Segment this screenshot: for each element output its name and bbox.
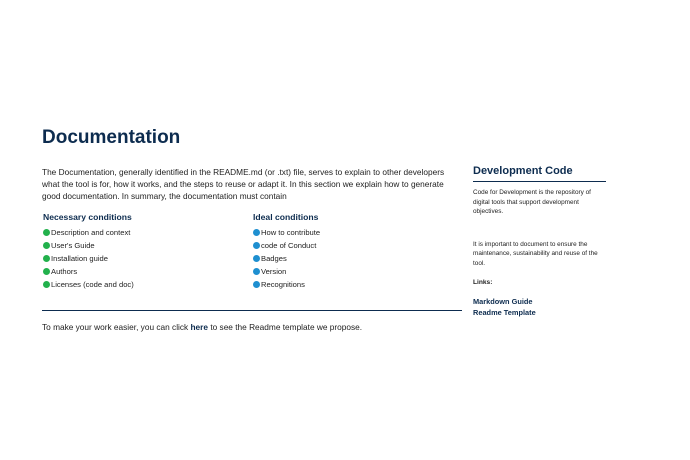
- sidebar: [473, 164, 606, 318]
- sidebar-divider: [473, 181, 606, 182]
- template-note: To make your work easier, you can click here to see the Readme template we propose.: [42, 322, 363, 332]
- necessary-conditions: [43, 211, 134, 291]
- blue-bullet-icon: [253, 268, 260, 275]
- necessary-conditions-title: Necessary conditions: [43, 212, 132, 223]
- green-bullet-icon: [43, 229, 50, 236]
- ideal-conditions-title: Ideal conditions: [253, 212, 319, 223]
- markdown-guide-link[interactable]: Markdown Guide: [473, 296, 533, 306]
- readme-template-link[interactable]: here: [190, 322, 209, 332]
- necessary-conditions-list: [43, 226, 134, 291]
- green-bullet-icon: [43, 281, 50, 288]
- list-item: Authors: [43, 265, 134, 278]
- list-item: Recognitions: [253, 278, 320, 291]
- list-item: How to contribute: [253, 226, 320, 239]
- ideal-conditions-list: [253, 226, 320, 291]
- blue-bullet-icon: [253, 255, 260, 262]
- readme-template-sidebar-link[interactable]: Readme Template: [473, 307, 536, 317]
- green-bullet-icon: [43, 268, 50, 275]
- sidebar-links: [473, 296, 606, 318]
- intro-paragraph: The Documentation, generally identified in the README.md (or .txt) file, serves to explain to other developers what the tool is for, how it works, and the steps to reuse or adapt it. In this section we explain how to generate good documentation. In summary, the documentation must contain: [42, 167, 445, 201]
- green-bullet-icon: [43, 255, 50, 262]
- sidebar-importance-note: It is important to document to ensure the maintenance, sustainability and reuse of the tool.: [473, 240, 598, 267]
- blue-bullet-icon: [253, 281, 260, 288]
- links-label: Links:: [473, 278, 493, 286]
- ideal-conditions: [253, 211, 320, 291]
- page-title: Documentation: [42, 127, 181, 148]
- conditions-section: [42, 211, 462, 297]
- list-item: Licenses (code and doc): [43, 278, 134, 291]
- list-item: Version: [253, 265, 320, 278]
- list-item: code of Conduct: [253, 239, 320, 252]
- green-bullet-icon: [43, 242, 50, 249]
- sidebar-title: Development Code: [473, 165, 573, 177]
- blue-bullet-icon: [253, 242, 260, 249]
- list-item: Description and context: [43, 226, 134, 239]
- main-content: [42, 126, 462, 297]
- list-item: User's Guide: [43, 239, 134, 252]
- sidebar-description: Code for Development is the repository of digital tools that support development objectives.: [473, 189, 591, 216]
- blue-bullet-icon: [253, 229, 260, 236]
- list-item: Installation guide: [43, 252, 134, 265]
- list-item: Badges: [253, 252, 320, 265]
- section-divider: [42, 310, 462, 311]
